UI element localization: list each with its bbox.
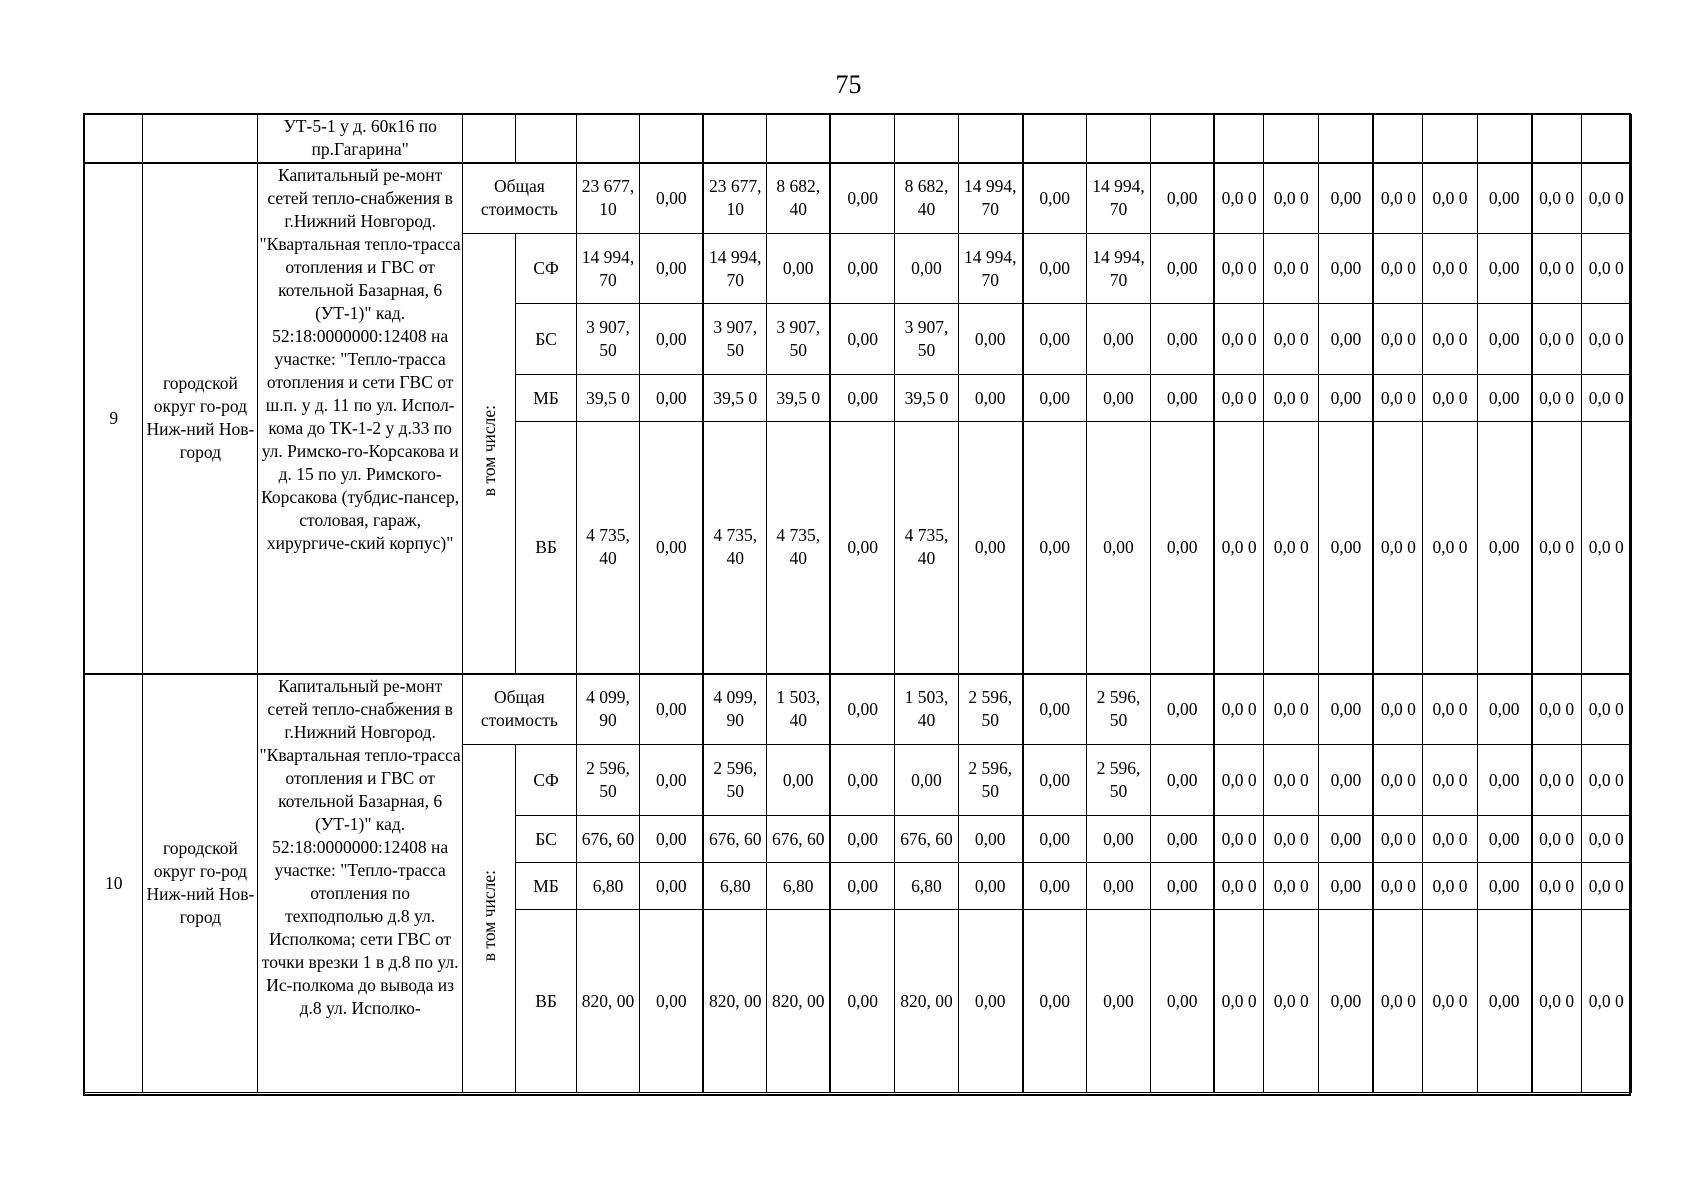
value-cell: 8 682, 40 [767, 163, 830, 234]
value-cell: 0,0 0 [1264, 863, 1319, 910]
value-cell: 0,0 0 [1373, 304, 1422, 375]
value-cell: 0,00 [1477, 910, 1531, 1093]
value-cell: 3 907, 50 [703, 304, 766, 375]
value-cell: 0,00 [958, 422, 1023, 674]
value-cell: 0,0 0 [1423, 910, 1477, 1093]
value-cell: 3 907, 50 [576, 304, 639, 375]
value-cell: 0,00 [1477, 745, 1531, 816]
value-cell: 4 099, 90 [576, 674, 639, 745]
including-label-text: в том числе: [479, 869, 500, 962]
value-cell: 0,0 0 [1423, 863, 1477, 910]
value-cell: 2 596, 50 [576, 745, 639, 816]
value-cell: 0,00 [1151, 234, 1214, 304]
value-cell: 0,00 [1023, 816, 1086, 863]
municipality-name: городской округ го-род Ниж-ний Нов-город [143, 163, 258, 674]
value-cell [1423, 115, 1477, 163]
value-cell: 0,0 0 [1214, 375, 1263, 422]
value-cell: 39,5 0 [895, 375, 958, 422]
value-cell: 820, 00 [703, 910, 766, 1093]
value-cell: 0,00 [1151, 910, 1214, 1093]
value-cell: 0,00 [958, 375, 1023, 422]
value-cell [895, 115, 958, 163]
value-cell: 14 994, 70 [1086, 163, 1151, 234]
value-cell: 0,0 0 [1581, 163, 1632, 234]
value-cell: 14 994, 70 [1086, 234, 1151, 304]
value-cell: 0,00 [1023, 375, 1086, 422]
value-cell: 0,0 0 [1264, 910, 1319, 1093]
record-number: 10 [85, 674, 143, 1093]
value-cell: 0,00 [1319, 422, 1373, 674]
project-description: Капитальный ре-монт сетей тепло-снабжения в г.Нижний Новгород. "Квартальная тепло-трасса отопления и ГВС от котельной Базарная, 6 (УТ-1)" кад. 52:18:0000000:12408 на участке: "Тепло-трасса отопления по техподполью д.8 ул. Исполкома; сети ГВС от точки врезки 1 в д.8 по ул. Ис-полкома до вывода из д.8 ул. Исполко- [258, 674, 463, 1093]
value-cell: 0,0 0 [1532, 816, 1581, 863]
value-cell [1151, 115, 1214, 163]
value-cell: 0,0 0 [1532, 863, 1581, 910]
value-cell: 14 994, 70 [576, 234, 639, 304]
value-cell: 0,0 0 [1214, 816, 1263, 863]
value-cell: 0,0 0 [1581, 910, 1632, 1093]
value-cell: 23 677, 10 [576, 163, 639, 234]
value-cell: 0,00 [1319, 745, 1373, 816]
value-cell: 0,0 0 [1264, 375, 1319, 422]
value-cell: 0,00 [830, 863, 895, 910]
value-cell: 0,0 0 [1581, 745, 1632, 816]
value-cell: 0,00 [1319, 375, 1373, 422]
value-cell: 0,00 [1319, 910, 1373, 1093]
value-cell: 0,00 [1023, 234, 1086, 304]
value-cell: 0,0 0 [1532, 422, 1581, 674]
value-cell: 1 503, 40 [767, 674, 830, 745]
value-cell: 0,0 0 [1423, 422, 1477, 674]
value-cell: 6,80 [895, 863, 958, 910]
value-cell [958, 115, 1023, 163]
value-cell: 0,0 0 [1581, 375, 1632, 422]
project-description: Капитальный ре-монт сетей тепло-снабжения в г.Нижний Новгород. "Квартальная тепло-трасса отопления и ГВС от котельной Базарная, 6 (УТ-1)" кад. 52:18:0000000:12408 на участке: "Тепло-трасса отопления и сети ГВС от ш.п. у д. 11 по ул. Испол-кома до ТК-1-2 у д.33 по ул. Римско-го-Корсакова и д. 15 по ул. Римского-Корсакова (тубдис-пансер, столовая, гараж, хирургиче-ский корпус)" [258, 163, 463, 674]
including-label-text: в том числе: [479, 404, 500, 496]
page-number: 75 [835, 70, 862, 99]
value-cell: 0,00 [1319, 816, 1373, 863]
row-label: ВБ [516, 910, 576, 1093]
value-cell: 14 994, 70 [958, 163, 1023, 234]
record-number: 9 [85, 163, 143, 674]
value-cell: 0,00 [1086, 863, 1151, 910]
value-cell [1023, 115, 1086, 163]
value-cell: 0,00 [895, 745, 958, 816]
value-cell: 0,00 [1151, 375, 1214, 422]
value-cell: 0,0 0 [1532, 674, 1581, 745]
value-cell: 2 596, 50 [703, 745, 766, 816]
value-cell: 0,0 0 [1532, 234, 1581, 304]
value-cell: 820, 00 [767, 910, 830, 1093]
value-cell: 0,0 0 [1214, 674, 1263, 745]
row-label: МБ [516, 863, 576, 910]
value-cell: 0,00 [640, 375, 703, 422]
value-cell: 0,00 [958, 816, 1023, 863]
value-cell: 0,00 [1477, 163, 1531, 234]
cell-municipality [143, 115, 258, 163]
value-cell: 0,00 [1023, 745, 1086, 816]
value-cell: 6,80 [767, 863, 830, 910]
value-cell: 0,00 [1151, 422, 1214, 674]
cell-label-a [462, 115, 515, 163]
value-cell: 0,0 0 [1214, 234, 1263, 304]
table-row [85, 163, 1632, 234]
value-cell: 0,0 0 [1423, 375, 1477, 422]
value-cell: 0,0 0 [1373, 163, 1422, 234]
value-cell [1581, 115, 1632, 163]
value-cell: 0,0 0 [1581, 863, 1632, 910]
value-cell: 14 994, 70 [703, 234, 766, 304]
value-cell: 676, 60 [767, 816, 830, 863]
row-label: Общая стоимость [462, 674, 576, 745]
value-cell [1264, 115, 1319, 163]
value-cell: 0,0 0 [1214, 863, 1263, 910]
value-cell: 4 735, 40 [576, 422, 639, 674]
value-cell: 0,00 [640, 422, 703, 674]
value-cell: 39,5 0 [703, 375, 766, 422]
value-cell: 0,0 0 [1373, 745, 1422, 816]
value-cell: 0,0 0 [1264, 163, 1319, 234]
value-cell: 0,0 0 [1532, 304, 1581, 375]
value-cell: 4 099, 90 [703, 674, 766, 745]
description-text: УТ-5-1 у д. 60к16 по пр.Гагарина" [258, 115, 463, 163]
value-cell: 0,0 0 [1264, 422, 1319, 674]
value-cell: 0,00 [1151, 816, 1214, 863]
table-row [85, 674, 1632, 745]
value-cell: 0,00 [767, 745, 830, 816]
value-cell: 0,00 [1477, 304, 1531, 375]
value-cell: 0,0 0 [1264, 304, 1319, 375]
value-cell: 0,00 [1319, 234, 1373, 304]
value-cell: 0,00 [1023, 674, 1086, 745]
value-cell [576, 115, 639, 163]
value-cell: 0,0 0 [1423, 816, 1477, 863]
row-label: ВБ [516, 422, 576, 674]
value-cell: 1 503, 40 [895, 674, 958, 745]
value-cell: 0,00 [1086, 816, 1151, 863]
value-cell: 14 994, 70 [958, 234, 1023, 304]
value-cell: 0,0 0 [1373, 234, 1422, 304]
value-cell: 2 596, 50 [1086, 674, 1151, 745]
value-cell: 0,0 0 [1264, 745, 1319, 816]
value-cell: 0,00 [830, 375, 895, 422]
value-cell: 0,0 0 [1423, 674, 1477, 745]
municipality-name: городской округ го-род Ниж-ний Нов-город [143, 674, 258, 1093]
cell-label-b [516, 115, 576, 163]
value-cell: 0,00 [640, 674, 703, 745]
value-cell: 0,00 [830, 163, 895, 234]
value-cell [703, 115, 766, 163]
value-cell: 0,0 0 [1423, 304, 1477, 375]
budget-table [84, 114, 1632, 1093]
value-cell: 0,00 [1477, 816, 1531, 863]
value-cell: 0,00 [1023, 422, 1086, 674]
value-cell: 0,00 [830, 304, 895, 375]
value-cell [640, 115, 703, 163]
value-cell: 0,0 0 [1581, 422, 1632, 674]
value-cell: 0,0 0 [1532, 375, 1581, 422]
value-cell: 0,00 [1477, 863, 1531, 910]
value-cell [1319, 115, 1373, 163]
row-label: МБ [516, 375, 576, 422]
value-cell: 0,00 [640, 863, 703, 910]
value-cell: 0,00 [1023, 863, 1086, 910]
row-label: СФ [516, 745, 576, 816]
value-cell: 0,00 [830, 816, 895, 863]
value-cell: 0,0 0 [1532, 163, 1581, 234]
value-cell: 0,00 [958, 863, 1023, 910]
value-cell: 4 735, 40 [895, 422, 958, 674]
value-cell: 0,00 [1477, 234, 1531, 304]
value-cell: 0,0 0 [1373, 910, 1422, 1093]
value-cell: 0,00 [1319, 304, 1373, 375]
value-cell: 676, 60 [895, 816, 958, 863]
row-label: СФ [516, 234, 576, 304]
value-cell: 0,0 0 [1214, 422, 1263, 674]
value-cell: 0,00 [1086, 375, 1151, 422]
value-cell: 0,00 [1477, 375, 1531, 422]
value-cell: 0,0 0 [1373, 816, 1422, 863]
value-cell: 0,0 0 [1214, 745, 1263, 816]
value-cell: 2 596, 50 [1086, 745, 1151, 816]
value-cell: 0,0 0 [1581, 234, 1632, 304]
value-cell: 0,0 0 [1423, 745, 1477, 816]
value-cell: 0,0 0 [1264, 234, 1319, 304]
value-cell: 0,00 [1151, 304, 1214, 375]
value-cell: 0,00 [1477, 674, 1531, 745]
value-cell: 0,00 [640, 910, 703, 1093]
value-cell: 0,0 0 [1373, 422, 1422, 674]
value-cell: 0,0 0 [1214, 910, 1263, 1093]
value-cell: 3 907, 50 [767, 304, 830, 375]
value-cell: 820, 00 [895, 910, 958, 1093]
value-cell: 6,80 [703, 863, 766, 910]
value-cell: 0,00 [1319, 674, 1373, 745]
value-cell [767, 115, 830, 163]
value-cell: 0,00 [640, 816, 703, 863]
value-cell: 0,00 [640, 745, 703, 816]
value-cell: 0,0 0 [1581, 816, 1632, 863]
including-label [462, 234, 515, 674]
row-label: БС [516, 816, 576, 863]
value-cell [1214, 115, 1263, 163]
row-label: БС [516, 304, 576, 375]
value-cell: 0,0 0 [1214, 163, 1263, 234]
value-cell: 0,0 0 [1264, 816, 1319, 863]
value-cell: 0,00 [895, 234, 958, 304]
value-cell: 0,00 [1086, 910, 1151, 1093]
value-cell: 0,00 [830, 745, 895, 816]
value-cell: 0,00 [958, 304, 1023, 375]
value-cell: 0,00 [1086, 422, 1151, 674]
value-cell: 0,00 [1151, 163, 1214, 234]
value-cell: 2 596, 50 [958, 745, 1023, 816]
value-cell: 8 682, 40 [895, 163, 958, 234]
value-cell: 0,00 [1319, 163, 1373, 234]
value-cell: 0,00 [1086, 304, 1151, 375]
value-cell [1532, 115, 1581, 163]
value-cell [830, 115, 895, 163]
value-cell: 0,00 [640, 234, 703, 304]
value-cell: 0,00 [830, 234, 895, 304]
value-cell: 676, 60 [703, 816, 766, 863]
value-cell: 0,0 0 [1532, 910, 1581, 1093]
value-cell: 3 907, 50 [895, 304, 958, 375]
value-cell: 0,00 [958, 910, 1023, 1093]
value-cell: 0,0 0 [1264, 674, 1319, 745]
value-cell: 4 735, 40 [767, 422, 830, 674]
value-cell: 0,0 0 [1532, 745, 1581, 816]
value-cell: 0,0 0 [1373, 674, 1422, 745]
value-cell: 0,0 0 [1373, 863, 1422, 910]
value-cell: 0,00 [1477, 422, 1531, 674]
value-cell: 0,0 0 [1423, 163, 1477, 234]
value-cell: 0,00 [1023, 163, 1086, 234]
row-label: Общая стоимость [462, 163, 576, 234]
value-cell: 23 677, 10 [703, 163, 766, 234]
value-cell: 0,00 [830, 674, 895, 745]
value-cell [1477, 115, 1531, 163]
value-cell: 0,00 [1023, 910, 1086, 1093]
value-cell: 2 596, 50 [958, 674, 1023, 745]
value-cell: 0,00 [1151, 674, 1214, 745]
value-cell: 0,0 0 [1214, 304, 1263, 375]
value-cell: 6,80 [576, 863, 639, 910]
cell-num [85, 115, 143, 163]
value-cell: 4 735, 40 [703, 422, 766, 674]
value-cell: 39,5 0 [576, 375, 639, 422]
value-cell: 0,0 0 [1581, 304, 1632, 375]
value-cell [1373, 115, 1422, 163]
value-cell [1086, 115, 1151, 163]
value-cell: 0,0 0 [1423, 234, 1477, 304]
value-cell: 820, 00 [576, 910, 639, 1093]
value-cell: 0,00 [1151, 863, 1214, 910]
value-cell: 0,00 [1151, 745, 1214, 816]
value-cell: 0,00 [830, 422, 895, 674]
including-label [462, 745, 515, 1093]
value-cell: 0,00 [640, 304, 703, 375]
value-cell: 676, 60 [576, 816, 639, 863]
value-cell: 0,00 [767, 234, 830, 304]
value-cell: 0,0 0 [1373, 375, 1422, 422]
value-cell: 39,5 0 [767, 375, 830, 422]
value-cell: 0,00 [1319, 863, 1373, 910]
value-cell: 0,00 [830, 910, 895, 1093]
value-cell: 0,0 0 [1581, 674, 1632, 745]
value-cell: 0,00 [1023, 304, 1086, 375]
value-cell: 0,00 [640, 163, 703, 234]
